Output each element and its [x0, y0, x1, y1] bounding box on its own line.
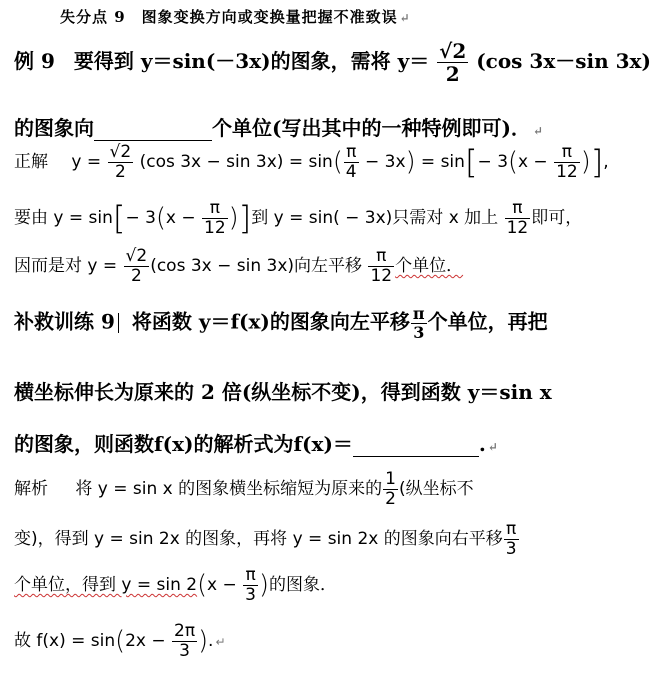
solution-expression-4: − 3: [477, 152, 509, 173]
analysis-label: 解析: [14, 479, 48, 500]
fraction-denominator: 12: [506, 217, 529, 238]
fraction-numerator: π: [368, 247, 394, 267]
solution-eq-start: y =: [71, 152, 107, 173]
solution-step2-b: − 3: [125, 208, 156, 229]
fraction-numerator: π: [412, 304, 425, 323]
fraction-denominator: 3: [179, 640, 190, 661]
fraction-numerator: 2π: [174, 621, 196, 641]
fraction-denominator: 12: [370, 265, 393, 286]
exercise-question-post: 个单位，再把: [427, 309, 548, 334]
analysis-text-3a: 个单位，得到 y = sin 2: [14, 575, 198, 596]
one-half-fraction: [383, 470, 398, 508]
analysis-text-2a: 变)，得到 y = sin 2x 的图象，再将 y = sin 2x 的图象向右平移: [14, 529, 503, 550]
paragraph-mark: ↵: [532, 124, 543, 138]
exercise-line2: [14, 376, 594, 405]
fraction-numerator: √2: [125, 246, 148, 266]
fraction-denominator: 3: [245, 584, 256, 605]
paragraph-mark: ↵: [215, 635, 226, 650]
fraction-numerator: π: [243, 566, 258, 586]
pi-over-12-fraction: [368, 247, 394, 285]
solution-step2-a: 要由 y = sin: [14, 208, 113, 229]
analysis-line1: [14, 470, 594, 508]
fraction-denominator: 2: [385, 488, 396, 509]
analysis-text-3c: 的图象．: [268, 575, 337, 596]
fraction-numerator: π: [344, 143, 359, 163]
analysis-text-a: 将 y = sin x 的图象横坐标缩短为原来的: [75, 479, 383, 500]
exercise-question3-pre: 的图象，则函数f(x)的解析式为f(x)＝: [14, 432, 353, 456]
solution-step3-a: 因而是对 y =: [14, 256, 123, 277]
pi-over-12-fraction: [554, 143, 580, 181]
answer-blank[interactable]: [94, 122, 212, 141]
solution-line1: 正解 y = $\frac{√2}{2}$ (cos 3x − sin 3x) = sin( $\frac{\pi}{4}$ − 3x) = sin[− 3(x − $\frac{\pi}{12}$ )],: [14, 142, 609, 182]
fraction-numerator: √2: [439, 39, 467, 63]
pi-over-3-fraction: [411, 305, 427, 341]
solution-expression-1: (cos 3x − sin 3x) = sin: [139, 152, 333, 173]
solution-step3-c: 个单位．: [395, 256, 464, 277]
solution-line2: 要由 y = sin[− 3(x − $\frac{\pi}{12}$ )]到 y = sin( − 3x)只需对 x 加上 $\frac{\pi}{12}$ 即可，: [14, 198, 583, 238]
exercise-line3: [14, 428, 594, 457]
fraction-denominator: 3: [413, 322, 425, 342]
paragraph-mark: ↵: [487, 440, 498, 454]
fraction-numerator: √2: [109, 142, 132, 162]
fraction-denominator: 2: [130, 265, 142, 286]
fraction-denominator: 4: [345, 161, 357, 182]
final-answer-b: 2x −: [125, 631, 166, 652]
example-question-line2: [14, 112, 594, 141]
fraction-denominator: 12: [556, 161, 578, 182]
solution-step3-b: (cos 3x − sin 3x)向左平移: [150, 256, 363, 277]
pi-over-4-fraction: [344, 143, 359, 181]
exercise-question-pre: 将函数 y＝f(x)的图象向左平移: [131, 309, 410, 334]
sqrt2-over-2-fraction: [108, 143, 134, 181]
solution-step2-c: x −: [165, 208, 196, 229]
pi-over-12-fraction: [202, 199, 228, 237]
fraction-numerator: π: [505, 199, 531, 219]
solution-expression-2: − 3x: [365, 152, 406, 173]
fraction-denominator: 12: [204, 217, 226, 238]
two-pi-over-3-fraction: [172, 622, 197, 660]
example-question2-pre: 的图象向: [14, 116, 94, 140]
exercise-question2: 横坐标伸长为原来的 2 倍(纵坐标不变)，得到函数 y＝sin x: [14, 380, 552, 404]
final-answer-line: 故 f(x) = sin(2x − $\frac{2\pi}{3}$ ). ↵: [14, 621, 226, 661]
fraction-denominator: 3: [505, 538, 517, 559]
pi-over-3-fraction: [243, 566, 258, 604]
answer-blank[interactable]: [353, 438, 479, 457]
fraction-numerator: π: [554, 143, 580, 163]
fraction-numerator: π: [504, 520, 519, 540]
solution-line3: [14, 247, 594, 285]
solution-step2-d: 到 y = sin( − 3x)只需对 x 加上: [251, 208, 499, 229]
fraction-denominator: 2: [114, 161, 126, 182]
solution-expression-5: x −: [517, 152, 548, 173]
solution-expression-3: = sin: [420, 152, 465, 173]
fraction-denominator: 2: [445, 62, 460, 86]
pi-over-12-fraction: [505, 199, 531, 237]
title-text: 失分点 9 图象变换方向或变换量把握不准致误: [60, 8, 398, 26]
paragraph-mark: ↵: [399, 11, 411, 25]
solution-label: 正解: [14, 152, 48, 173]
fraction-numerator: π: [202, 199, 228, 219]
sqrt2-over-2-fraction: [437, 40, 468, 85]
exercise-question3-post: .: [478, 432, 486, 456]
exercise-label: 补救训练 9: [14, 309, 115, 334]
example-question-post: (cos 3x－sin 3x): [476, 49, 651, 73]
pi-over-3-fraction: [504, 520, 519, 558]
analysis-text-b: (纵坐标不: [398, 479, 474, 500]
example-question2-post: 个单位(写出其中的一种特例即可)．: [212, 116, 531, 140]
text-cursor: [118, 313, 119, 333]
analysis-line3: 个单位，得到 y = sin 2(x − $\frac{\pi}{3}$ )的图象．: [14, 565, 337, 605]
analysis-line2: [14, 520, 594, 558]
example-question-pre: 要得到 y＝sin(－3x)的图象，需将 y＝: [73, 49, 430, 73]
solution-step2-e: 即可，: [531, 208, 583, 229]
sqrt2-over-2-fraction: [124, 247, 150, 285]
final-answer-a: 故 f(x) = sin: [14, 631, 116, 652]
example-label: 例 9: [14, 49, 55, 73]
exercise-line1: [14, 305, 594, 341]
section-title: [60, 6, 594, 27]
fraction-numerator: 1: [385, 469, 396, 489]
analysis-text-3b: x −: [207, 575, 237, 596]
example-question-line1: [14, 39, 651, 86]
final-answer-c: .: [208, 631, 214, 652]
